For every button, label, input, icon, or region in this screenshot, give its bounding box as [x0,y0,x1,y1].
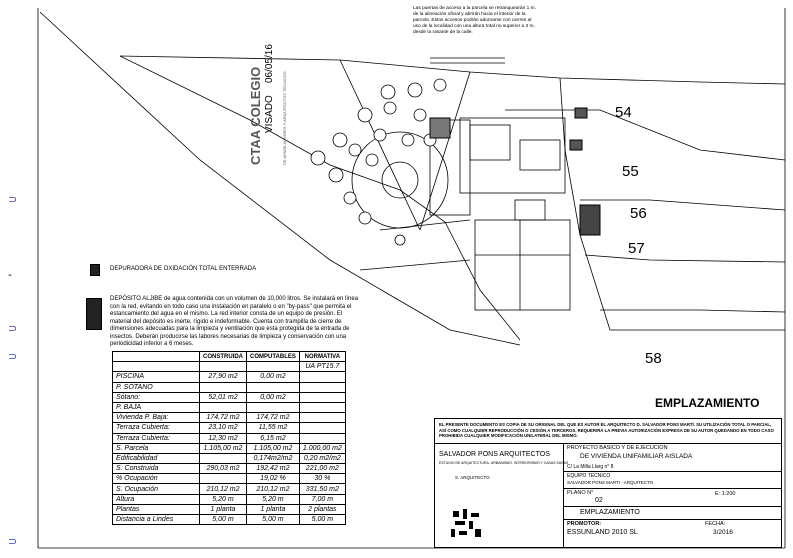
table-row [113,464,346,474]
lot-number: 58 [645,350,662,367]
lot-number: 56 [630,205,647,222]
row-value: 19,02 % [247,474,300,484]
row-value: 331,50 m2 [299,484,345,494]
row-label: P. BAJA [113,402,200,412]
row-value: 7,00 m [299,494,345,504]
margin-mark: - [8,268,12,281]
table-row [113,443,346,453]
row-value: 1.000,00 m2 [299,443,345,453]
team-label: EQUIPO TECNICO [567,473,611,479]
row-label: Terraza Cubierta: [113,423,200,433]
promotor-label: PROMOTOR: [567,521,602,527]
table-header: CONSTRUIDA [200,352,247,362]
row-label: % Ocupación [113,474,200,484]
row-value: 1 planta [247,504,300,514]
row-label: Vivienda P. Baja: [113,413,200,423]
row-value: 23,10 m2 [200,423,247,433]
table-row [113,504,346,514]
copyright-note: EL PRESENTE DOCUMENTO ES COPIA DE SU ORIGINAL DEL QUE ES AUTOR EL ARQUITECTO D. SALVADOR PONS MARTÍ. SU UTILIZACIÓN TOTAL O PARCIAL, ASÍ COMO CUALQUIER REPRODUCCIÓN O CESIÓN A TERCEROS, REQUERIRÁ LA PREVIA AUTORIZACIÓN EXPRESA DE SU AUTOR QUEDANDO EN TODO CASO PROHIBIDA CUALQUIER MODIFICACIÓN UNILATERAL DEL MISMO. [439,422,774,438]
table-row [113,433,346,443]
drawing-heading: EMPLAZAMIENTO [655,396,760,410]
fecha-label: FECHA: [705,521,726,527]
stamp-visado-label: VISADO [264,95,275,133]
row-value: 0,20 m2/m2 [299,453,345,463]
row-value [200,382,247,392]
row-value: 0,174m2/m2 [247,453,300,463]
project-address: C/ La Milla Llarg n° 8 [567,464,614,470]
row-value: 2 plantas [299,504,345,514]
row-label: S. Ocupación [113,484,200,494]
row-value [200,474,247,484]
row-value: 174,72 m2 [200,413,247,423]
row-value: 1 planta [200,504,247,514]
margin-mark: ⊃ [8,322,18,335]
margin-mark: ⊃ [8,193,18,206]
stamp-org: CTAA COLEGIO [248,66,263,165]
stamp-date: 06/05/16 [264,44,275,83]
row-value: 290,03 m2 [200,464,247,474]
row-value: 5,00 m [299,515,345,525]
row-value [299,402,345,412]
row-value: 221,00 m2 [299,464,345,474]
row-value: 11,55 m2 [247,423,300,433]
table-row [113,453,346,463]
firm-subtitle: ESTUDIO DE ARQUITECTURA, URBANISMO, INTERIORISMO Y CASAS SANAS [439,461,569,465]
depuradora-symbol [90,264,100,276]
row-value: 1.105,00 m2 [247,443,300,453]
firm-name: SALVADOR PONS ARQUITECTOS [439,451,550,458]
row-value [247,402,300,412]
row-value: 0,00 m2 [247,372,300,382]
table-row [113,515,346,525]
table-row [113,494,346,504]
row-label: Distancia a Lindes [113,515,200,525]
table-row [113,402,346,412]
access-notes: Las puertas de acceso a la parcela se retranquearán 1 m. de la alineación oficial y abrirán hacia el interior de la parcela. Estos accesos podrán adornarse con cierres al uso de la localidad con una altura total no superior a 3 m, desde la rasante de la calle. [413,6,536,35]
row-value [299,392,345,402]
row-value: 174,72 m2 [247,413,300,423]
row-value [247,382,300,392]
project-label: PROYECTO BASICO Y DE EJECUCION [567,445,668,451]
row-label: Edificabilidad [113,453,200,463]
row-value [299,433,345,443]
row-value [299,382,345,392]
visado-stamp [240,5,298,165]
scale: E: 1:200 [715,491,736,497]
architect-label: S. ARQUITECTO [455,475,490,480]
project-title: DE VIVIENDA UNIFAMILIAR AISLADA [580,453,693,460]
plan-name: EMPLAZAMIENTO [580,509,640,516]
depuradora-label: DEPURADORA DE OXIDACIÓN TOTAL ENTERRADA [110,266,257,272]
row-value [200,453,247,463]
row-value: 1.105,00 m2 [200,443,247,453]
lot-number: 55 [622,163,639,180]
margin-mark: ⊃ [8,535,18,548]
deposito-label: DEPÓSITO ALJIBE de agua contenida con un volumen de 10,000 litros. Se instalará en línea con la red, evitando en todo caso una instalación en paralelo o en "by-pass" que permita el estancamiento del agua en el mismo. La red interior consta de un equipo de presión. El material del depósito es inerte, rígido e indeformable. Cuenta con trampilla de cierre de dimensiones adecuadas para la limpieza y ventilación que esta protegida de la entrada de insectos. Deberán producirse las labores necesarias de limpieza y conservación con una periodicidad inferior a 6 meses. [110,296,359,347]
table-row [113,423,346,433]
row-label: Terraza Cubierta: [113,433,200,443]
row-label: PISCINA [113,372,200,382]
table-row [113,372,346,382]
firm-logo [449,507,485,543]
row-label: Plantas [113,504,200,514]
row-label: Altura [113,494,200,504]
row-label: Sótano: [113,392,200,402]
row-value: 27,90 m2 [200,372,247,382]
row-value: 6,15 m2 [247,433,300,443]
plano-number: 02 [595,497,603,504]
deposito-symbol [86,298,102,330]
row-value [299,423,345,433]
row-value: 12,30 m2 [200,433,247,443]
plano-label: PLANO N° [567,490,594,496]
promotor: ESSUNLAND 2010 SL [567,529,638,536]
stamp-registered: DE APAREJADORES Y ARQUITECTOS TÉCNICOS [282,71,287,165]
table-row [113,484,346,494]
team-members: SALVADOR PONS MARTI - ARQUITECTO [567,480,654,485]
table-row [113,392,346,402]
table-row [113,413,346,423]
title-block [434,418,782,548]
row-label: S. Construida [113,464,200,474]
table-header [113,352,200,362]
row-value: 52,01 m2 [200,392,247,402]
row-value: 210,12 m2 [247,484,300,494]
row-value [200,402,247,412]
fecha: 3/2016 [713,529,733,536]
row-value: 210,12 m2 [200,484,247,494]
table-header: NORMATIVA [299,352,345,362]
row-value: 5,00 m [247,515,300,525]
table-row [113,382,346,392]
row-value: 30 % [299,474,345,484]
row-value: 5,00 m [200,515,247,525]
row-value: 5,20 m [200,494,247,504]
row-value: 192,42 m2 [247,464,300,474]
row-value [299,413,345,423]
margin-mark: ⊃ [8,350,18,363]
row-value [299,372,345,382]
row-label: S. Parcela [113,443,200,453]
areas-table [112,351,346,525]
row-label: P. SOTANO [113,382,200,392]
lot-number: 54 [615,104,632,121]
row-value: 5,20 m [247,494,300,504]
row-value: 0,00 m2 [247,392,300,402]
table-header: COMPUTABLES [247,352,300,362]
table-row [113,474,346,484]
table-subheader: UA PT15.7 [299,362,345,372]
lot-number: 57 [628,240,645,257]
